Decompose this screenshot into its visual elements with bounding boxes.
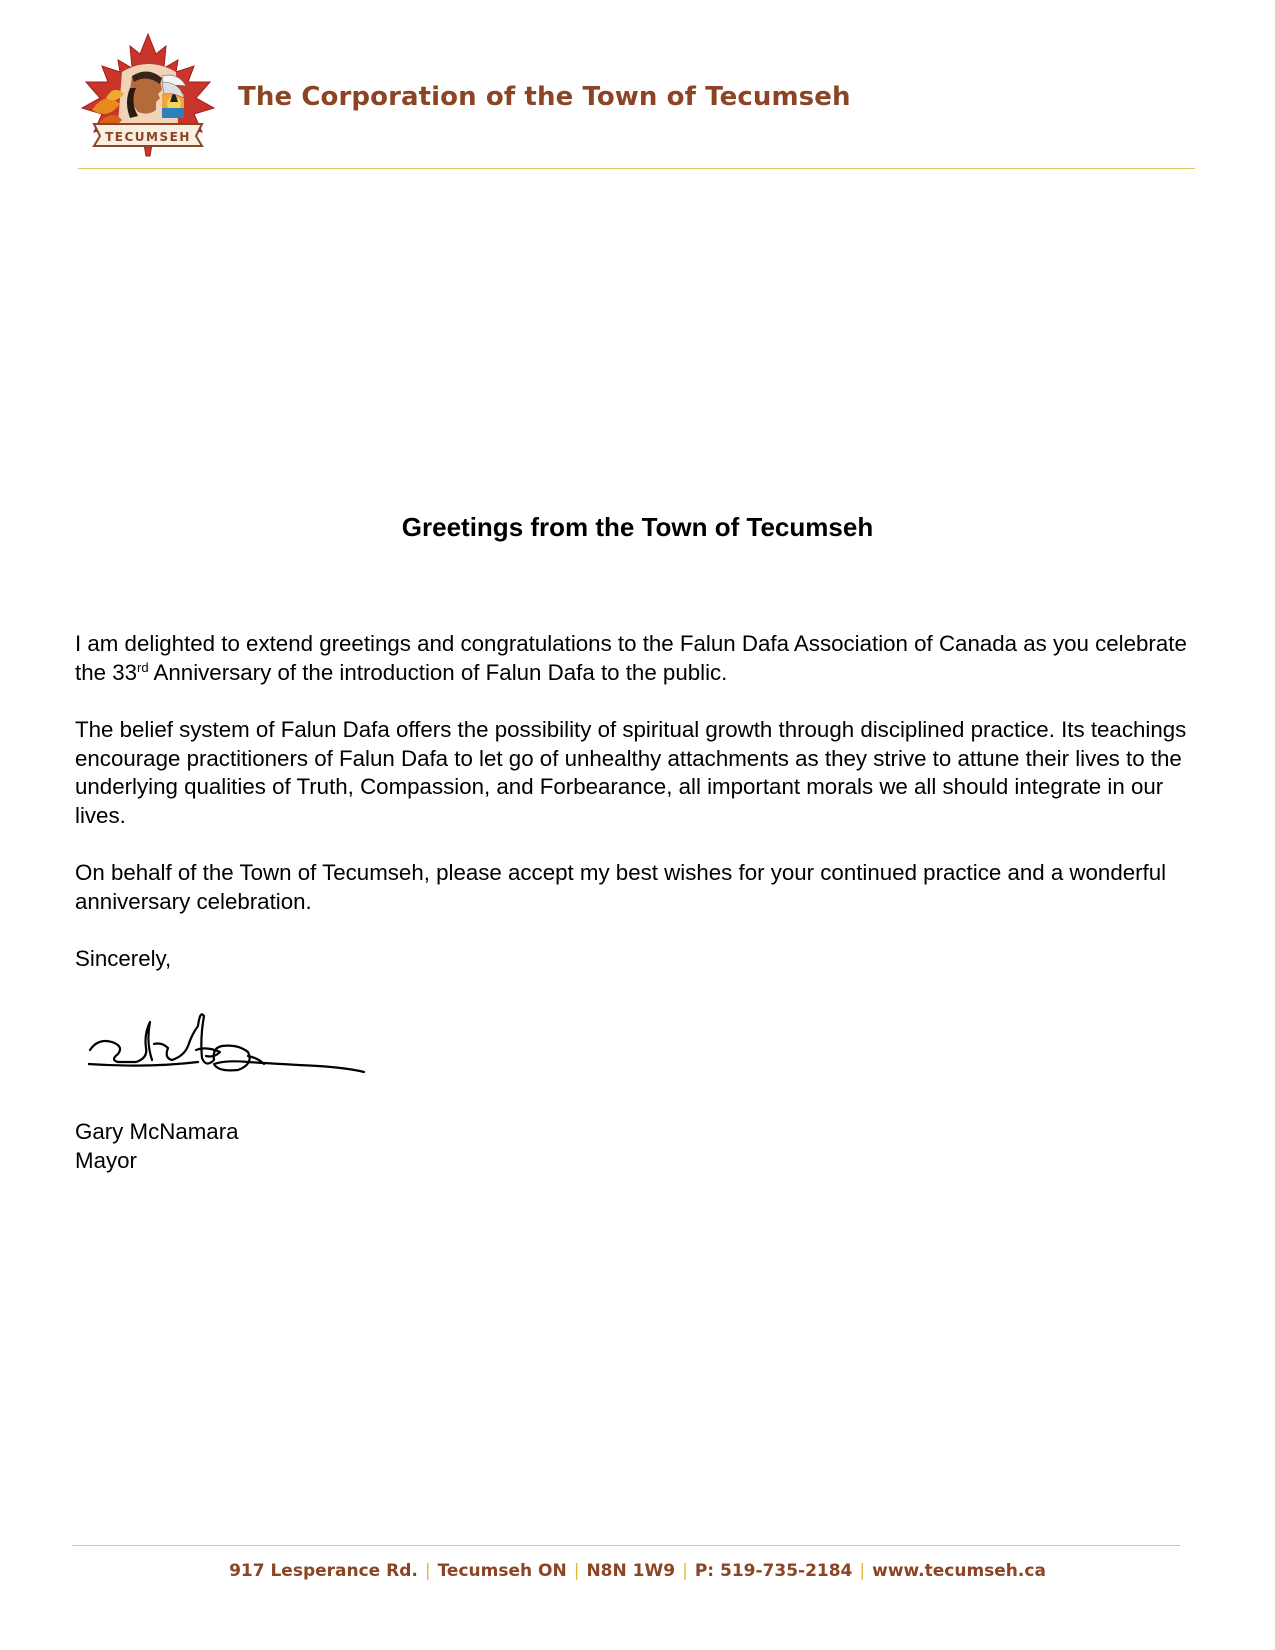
footer-separator: | (573, 1561, 580, 1581)
signer-title: Mayor (75, 1147, 137, 1173)
paragraph-1 (75, 630, 1205, 687)
paragraph-2: The belief system of Falun Dafa offers the possibility of spiritual growth through disciplined practice. Its teachings encourage practitioners of Falun Dafa to let go of unhealthy attachments as they strive to attune their lives to the underlying qualities of Truth, Compassion, and Forbearance, all important morals we all should integrate in our lives. (75, 717, 1187, 828)
signature-block (75, 1118, 239, 1175)
footer-phone: P: 519-735-2184 (694, 1561, 853, 1581)
footer-separator: | (682, 1561, 688, 1581)
footer-contact (0, 1561, 1275, 1581)
footer-city: Tecumseh ON (437, 1561, 567, 1581)
footer-address: 917 Lesperance Rd. (229, 1561, 418, 1581)
ordinal-suffix: rd (137, 659, 149, 675)
letterhead (76, 32, 1196, 172)
town-crest-logo (78, 32, 218, 157)
paragraph-3: On behalf of the Town of Tecumseh, please accept my best wishes for your continued practice and a wonderful anniversary celebration. (75, 860, 1167, 914)
footer-separator: | (424, 1561, 431, 1581)
handwritten-signature (88, 1008, 388, 1098)
signer-name: Gary McNamara (75, 1119, 239, 1144)
paragraph-1-text-a: I am delighted to extend greetings and congratulations to the Falun Dafa Association of Canada as you celebrate the 33 (75, 631, 1187, 685)
organization-name: The Corporation of the Town of Tecumseh (238, 82, 851, 112)
paragraph-1-text-b: Anniversary of the introduction of Falun Dafa to the public. (148, 659, 728, 685)
logo-text: TECUMSEH (105, 130, 191, 144)
letter-title: Greetings from the Town of Tecumseh (401, 512, 874, 542)
footer-website-link[interactable]: www.tecumseh.ca (872, 1561, 1046, 1581)
footer-divider (72, 1545, 1180, 1546)
footer-separator: | (859, 1561, 866, 1581)
closing: Sincerely, (75, 946, 172, 971)
letter-body (75, 630, 1205, 974)
footer-postal-code: N8N 1W9 (586, 1561, 676, 1581)
header-divider (78, 168, 1195, 169)
